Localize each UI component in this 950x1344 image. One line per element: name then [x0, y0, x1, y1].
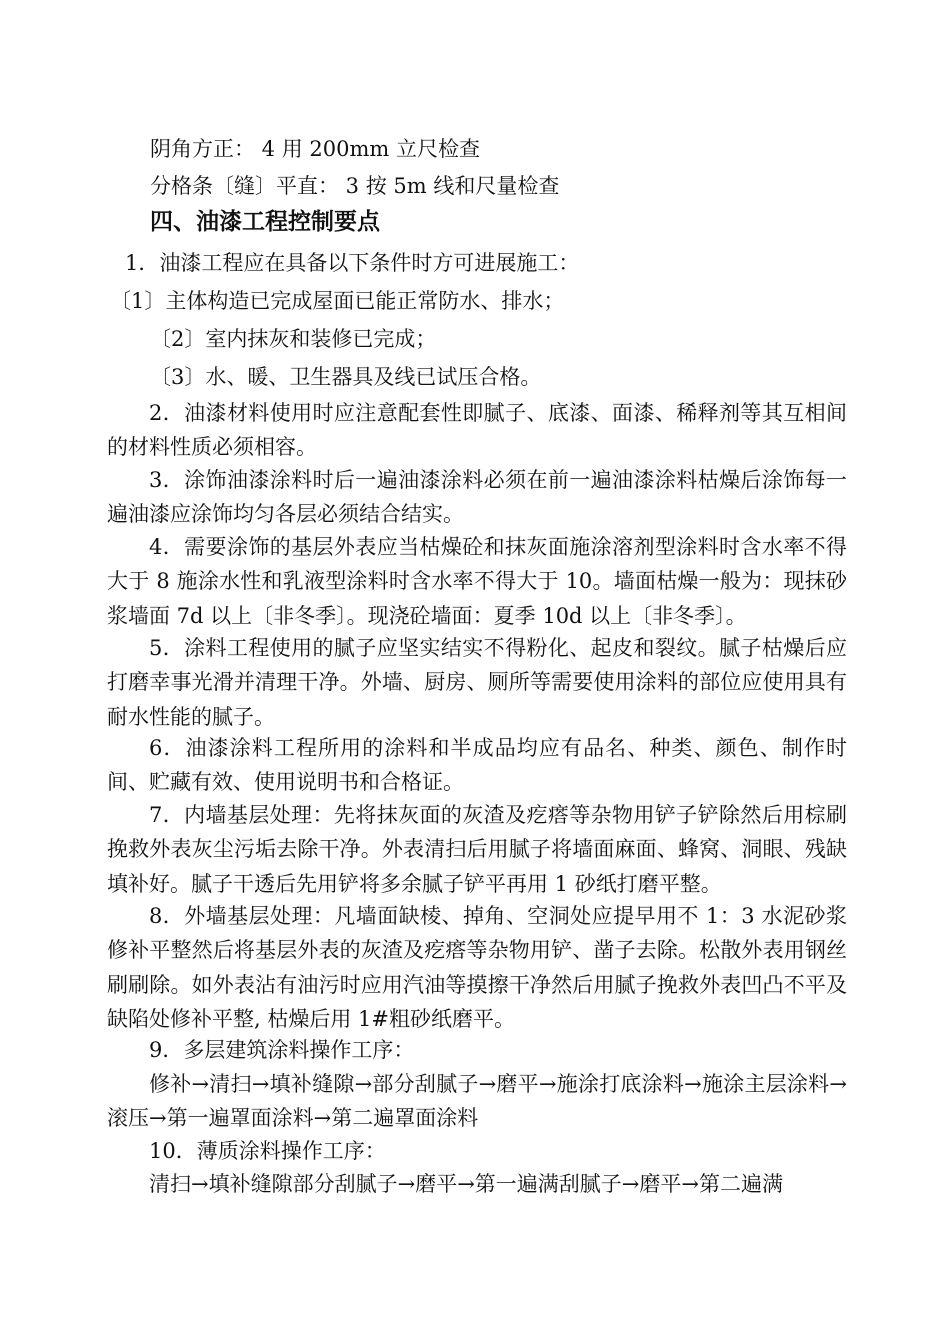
paragraph-8: 8．外墙基层处理：凡墙面缺棱、掉角、空洞处应提早用不 1：3 水泥砂浆修补平整然后将基层外表的灰渣及疙瘩等杂物用铲、凿子去除。松散外表用钢丝刷刷除。如外表沾有油污时应用汽油等摸擦干净然后用腻子挽救外表凹凸不平及缺陷处修补平整, 枯燥后用 1#粗砂纸磨平。 — [107, 904, 847, 1032]
text-line-corner: 阴角方正： 4 用 200mm 立尺检查 — [150, 137, 480, 161]
paragraph-9-steps: 修补→清扫→填补缝隙→部分刮腻子→磨平→施涂打底涂料→施涂主层涂料→滚压→第一遍罩面涂料→第二遍罩面涂料 — [107, 1072, 847, 1131]
text-line-grid-strip: 分格条〔缝〕平直： 3 按 5m 线和尺量检查 — [150, 174, 560, 198]
section-heading: 四、油漆工程控制要点 — [150, 208, 380, 235]
paragraph-10-steps: 清扫→填补缝隙部分刮腻子→磨平→第一遍满刮腻子→磨平→第二遍满 — [149, 1172, 783, 1196]
paragraph-10: 10．薄质涂料操作工序： — [149, 1139, 386, 1163]
paragraph-6: 6．油漆涂料工程所用的涂料和半成品均应有品名、种类、颜色、制作时间、贮藏有效、使用说明书和合格证。 — [107, 736, 847, 795]
paragraph-5: 5．涂料工程使用的腻子应坚实结实不得粉化、起皮和裂纹。腻子枯燥后应打磨幸事光滑并清理干净。外墙、厨房、厕所等需要使用涂料的部位应使用具有耐水性能的腻子。 — [107, 636, 847, 729]
paragraph-9: 9．多层建筑涂料操作工序： — [149, 1038, 415, 1062]
paragraph-2: 2．油漆材料使用时应注意配套性即腻子、底漆、面漆、稀释剂等其互相间的材料性质必须相容。 — [107, 401, 847, 460]
paragraph-7: 7．内墙基层处理：先将抹灰面的灰渣及疙瘩等杂物用铲子铲除然后用棕刷挽救外表灰尘污垢去除干净。外表清扫后用腻子将墙面麻面、蜂窝、洞眼、残缺填补好。腻子干透后先用铲将多余腻子铲平再用 1 砂纸打磨平整。 — [107, 803, 847, 896]
sub-item-1: 〔1〕主体构造已完成屋面已能正常防水、排水； — [110, 289, 565, 313]
item-1: 1．油漆工程应在具备以下条件时方可进展施工： — [125, 251, 580, 275]
paragraph-3: 3．涂饰油漆涂料时后一遍油漆涂料必须在前一遍油漆涂料枯燥后涂饰每一遍油漆应涂饰均匀各层必须结合结实。 — [107, 468, 847, 527]
sub-item-3: 〔3〕水、暖、卫生器具及线已试压合格。 — [150, 365, 542, 389]
paragraph-4: 4．需要涂饰的基层外表应当枯燥砼和抹灰面施涂溶剂型涂料时含水率不得大于 8 施涂水性和乳液型涂料时含水率不得大于 10。墙面枯燥一般为：现抹砂浆墙面 7d 以上〔非冬季〕。现浇砼墙面：夏季 10d 以上〔非冬季〕。 — [107, 535, 847, 628]
sub-item-2: 〔2〕室内抹灰和装修已完成； — [150, 327, 437, 351]
